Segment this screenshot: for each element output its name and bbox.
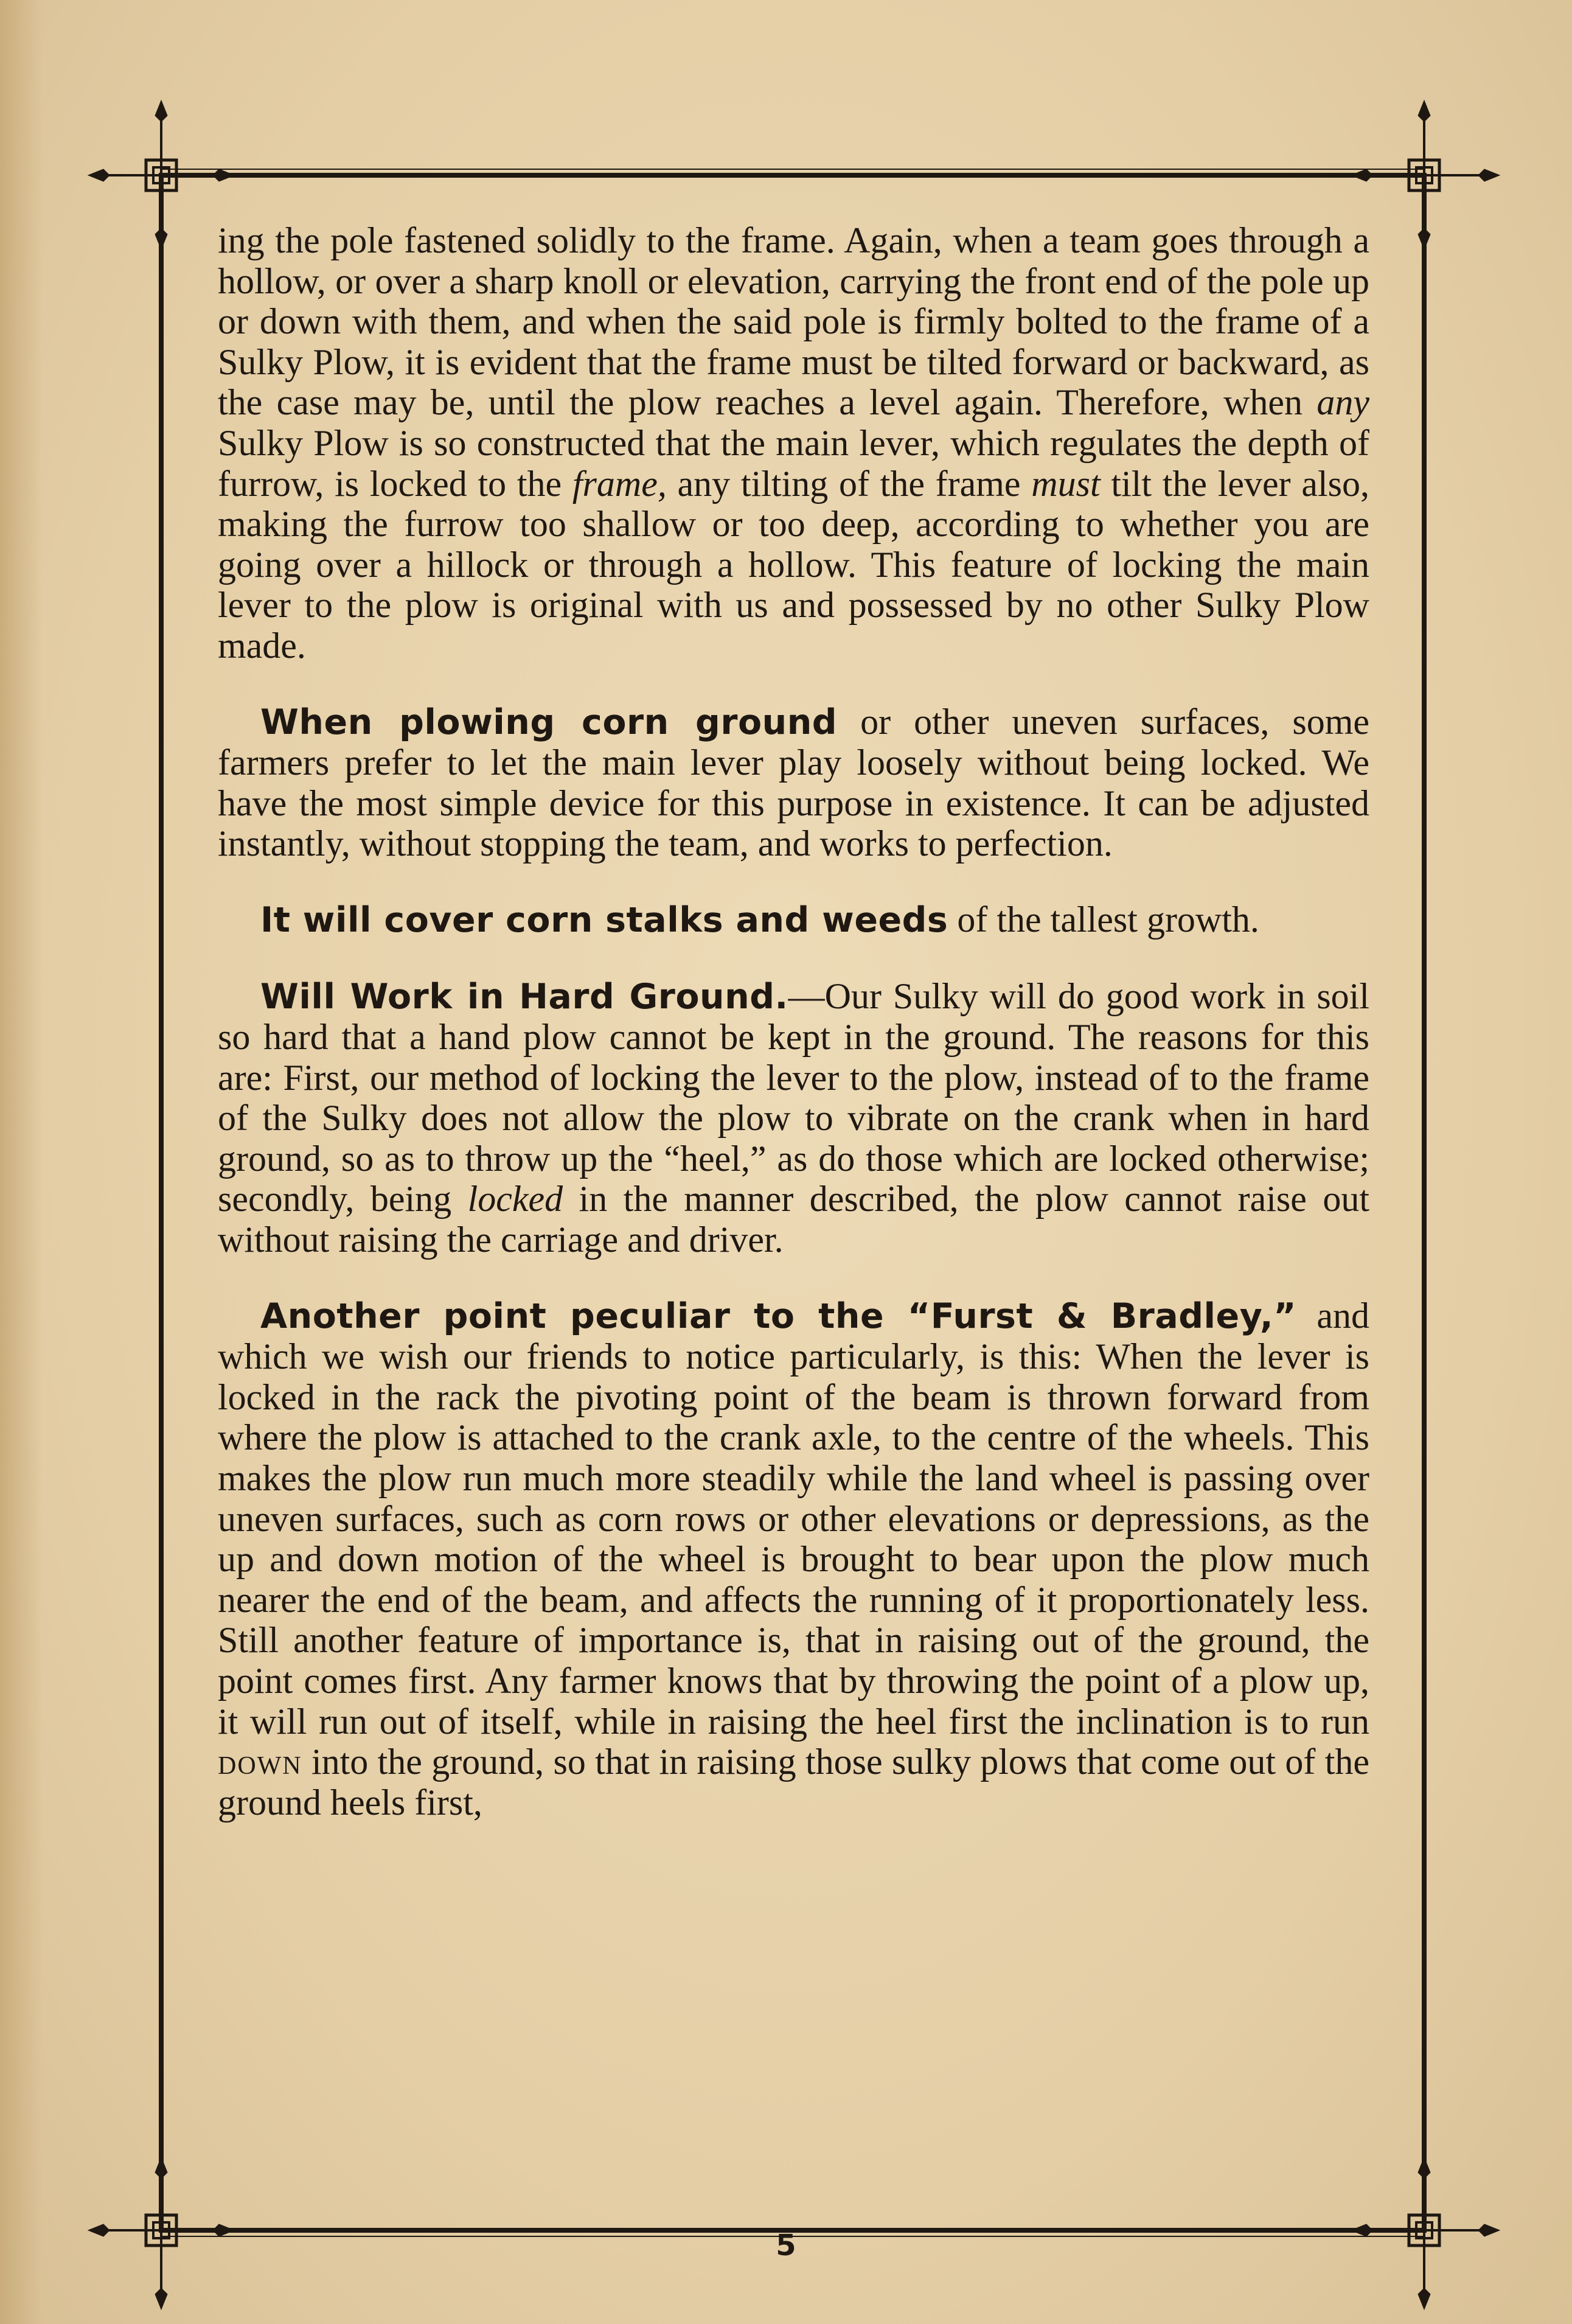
text-run: into the ground, so that in raising those sulky plows that come out of the ground heels first, [218, 1742, 1369, 1823]
text-run: down [218, 1742, 302, 1782]
text-run: in the manner described, the plow cannot raise out without raising the carriage and driver. [218, 1179, 1369, 1260]
paragraph-lead: Another point peculiar to the “Furst & Bradley,” [260, 1296, 1297, 1336]
text-run: any [1316, 382, 1369, 423]
text-run: Sulky Plow is so constructed that the main lever, which regulates the depth of furrow, is locked to the [218, 422, 1369, 504]
page-number: 5 [776, 2228, 796, 2263]
text-run: frame, [572, 463, 667, 504]
text-run: or other uneven surfaces, some farmers prefer to let the main lever play loosely without being locked. We have the most simple device for this purpose in existence. It can be adjusted instantly, without stopping the team, and works to perfection. [218, 701, 1370, 864]
text-run: —Our Sulky will do good work in soil so hard that a hand plow cannot be kept in the ground. The reasons for this are: First, our method of locking the lever to the plow, instead of to the frame of the Sulky does not allow the plow to vibrate on the crank when in hard ground, so as to throw up the “heel,” as do those which are locked otherwise; secondly, being [218, 975, 1370, 1220]
text-run: any tilting of the frame [666, 463, 1032, 504]
paragraph [218, 220, 1369, 666]
text-run: tilt the lever also, making the furrow too shallow or too deep, according to whether you are going over a hillock or through a hollow. This feature of locking the main lever to the plow is original with us and possessed by no other Sulky Plow made. [218, 463, 1370, 666]
paragraph [218, 899, 1369, 941]
paragraph [218, 976, 1369, 1260]
paragraph-lead: When plowing corn ground [260, 702, 838, 742]
body-text [218, 220, 1369, 1858]
paragraph [218, 702, 1369, 864]
paragraph-lead: Will Work in Hard Ground. [260, 976, 788, 1017]
text-run: of the tallest growth. [948, 899, 1259, 940]
text-run: locked [467, 1179, 563, 1220]
paragraph [218, 1296, 1369, 1823]
text-run: ing the pole fastened solidly to the frame. Again, when a team goes through a hollow, or over a sharp knoll or elevation, carrying the front end of the pole up or down with them, and when the said pole is firmly bolted to the frame of a Sulky Plow, it is evident that the frame must be tilted forward or backward, as the case may be, until the plow reaches a level again. Therefore, when [218, 220, 1369, 423]
paragraph-lead: It will cover corn stalks and weeds [260, 899, 948, 940]
text-run: must [1031, 463, 1101, 504]
text-run: and which we wish our friends to notice particularly, is this: When the lever is locked in the rack the pivoting point of the beam is thrown forward from where the plow is attached to the crank axle, to the centre of the wheels. This makes the plow run much more steadily while the land wheel is passing over uneven surfaces, such as corn rows or other elevations or depressions, as the up and down motion of the wheel is brought to bear upon the plow much nearer the end of the beam, and affects the running of it proportionately less. Still another feature of importance is, that in raising out of the ground, the point comes first. Any farmer knows that by throwing the point of a plow up, it will run out of itself, while in raising the heel first the inclination is to run [218, 1295, 1369, 1742]
